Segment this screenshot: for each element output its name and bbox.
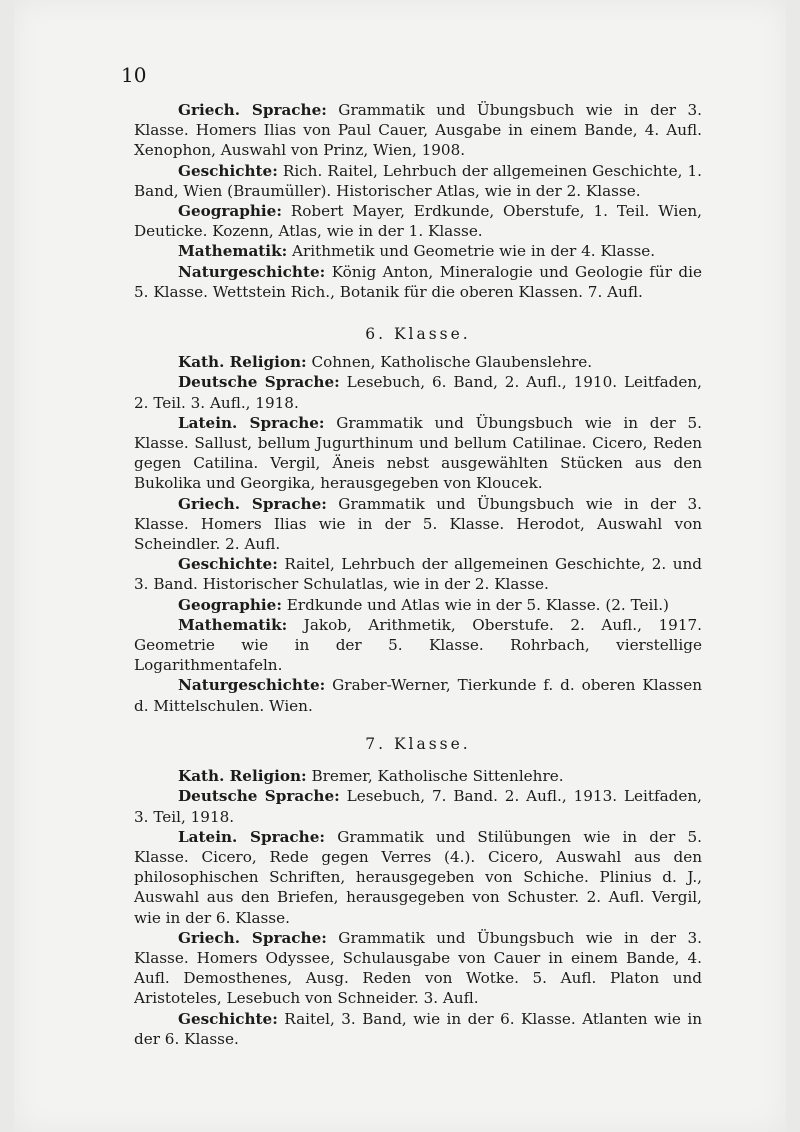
section-7-klasse <box>134 734 702 1049</box>
subject-label: Deutsche Sprache: <box>178 373 340 392</box>
entry-text: Cohnen, Katholische Glaubenslehre. <box>306 353 593 372</box>
subject-label: Griech. Sprache: <box>178 494 327 513</box>
entry-mathematik <box>134 615 702 676</box>
entry-griech-sprache <box>134 100 702 161</box>
entry-deutsche-sprache <box>134 786 702 826</box>
entry-kath-religion <box>134 766 702 786</box>
entry-text: Erdkunde und Atlas wie in der 5. Klasse. (2. Teil.) <box>281 595 669 614</box>
section-6-klasse <box>134 324 702 716</box>
entry-text: König Anton, Mineralogie und Geologie für die 5. Klasse. Wettstein Rich., Botanik für die oberen Klassen. 7. Aufl. <box>134 262 702 301</box>
section-5-klasse-continued <box>134 100 702 302</box>
entry-text: Lesebuch, 7. Band. 2. Aufl., 1913. Leitfaden, 3. Teil, 1918. <box>134 787 702 826</box>
subject-label: Geographie: <box>178 595 282 614</box>
entry-text: Grammatik und Stilübungen wie in der 5. Klasse. Cicero, Rede gegen Verres (4.). Cicero, Auswahl aus den philosophischen Schriften, herausgegeben von Schiche. Plinius d. J., Auswahl aus den Briefen, herausgegeben von Schuster. 2. Aufl. Vergil, wie in der 6. Klasse. <box>134 827 702 927</box>
section-heading: 7. Klasse. <box>365 734 471 753</box>
subject-label: Griech. Sprache: <box>178 928 327 947</box>
entry-text: Graber-Werner, Tierkunde f. d. oberen Klassen d. Mittelschulen. Wien. <box>134 676 702 715</box>
entry-text: Grammatik und Übungsbuch wie in der 3. Klasse. Homers Odyssee, Schulausgabe von Cauer in einem Bande, 4. Aufl. Demosthenes, Ausg. Reden von Wotke. 5. Aufl. Platon und Aristoteles, Lesebuch von Schneider. 3. Aufl. <box>134 928 702 1008</box>
entry-mathematik <box>134 241 702 261</box>
entry-griech-sprache <box>134 928 702 1009</box>
subject-label: Latein. Sprache: <box>178 413 325 432</box>
subject-label: Kath. Religion: <box>178 353 307 372</box>
entry-naturgeschichte <box>134 262 702 302</box>
subject-label: Kath. Religion: <box>178 767 307 786</box>
entry-latein-sprache <box>134 413 702 494</box>
entry-text: Grammatik und Übungsbuch wie in der 3. Klasse. Homers Ilias von Paul Cauer, Ausgabe in einem Bande, 4. Aufl. Xenophon, Auswahl von Prinz, Wien, 1908. <box>134 101 702 160</box>
entry-text: Bremer, Katholische Sittenlehre. <box>306 767 564 786</box>
subject-label: Geschichte: <box>178 555 278 574</box>
page-number: 10 <box>121 63 147 87</box>
subject-label: Naturgeschichte: <box>178 262 326 281</box>
entry-geographie <box>134 201 702 241</box>
entry-geographie <box>134 595 702 615</box>
entry-text: Lesebuch, 6. Band, 2. Aufl., 1910. Leitfaden, 2. Teil. 3. Aufl., 1918. <box>134 373 702 412</box>
subject-label: Geschichte: <box>178 161 278 180</box>
subject-label: Mathematik: <box>178 615 288 634</box>
entry-naturgeschichte <box>134 675 702 715</box>
entry-text: Raitel, Lehrbuch der allgemeinen Geschichte, 2. und 3. Band. Historischer Schulatlas, wie in der 2. Klasse. <box>134 555 702 594</box>
entry-geschichte <box>134 554 702 594</box>
subject-label: Naturgeschichte: <box>178 676 326 695</box>
section-heading: 6. Klasse. <box>365 325 471 344</box>
entry-text: Raitel, 3. Band, wie in der 6. Klasse. Atlanten wie in der 6. Klasse. <box>134 1009 702 1048</box>
subject-label: Latein. Sprache: <box>178 827 325 846</box>
entry-text: Grammatik und Übungsbuch wie in der 5. Klasse. Sallust, bellum Jugurthinum und bellum Catilinae. Cicero, Reden gegen Catilina. Vergil, Äneis nebst ausgewählten Stücken aus den Bukolika und Georgika, herausgegeben von Kloucek. <box>134 413 702 493</box>
entry-griech-sprache <box>134 494 702 555</box>
subject-label: Geographie: <box>178 202 282 221</box>
entry-geschichte <box>134 161 702 201</box>
subject-label: Deutsche Sprache: <box>178 787 340 806</box>
subject-label: Griech. Sprache: <box>178 101 327 119</box>
entry-geschichte <box>134 1009 702 1049</box>
document-page <box>14 0 786 1132</box>
subject-label: Mathematik: <box>178 242 288 261</box>
subject-label: Geschichte: <box>178 1009 278 1028</box>
entry-text: Arithmetik und Geometrie wie in der 4. Klasse. <box>287 242 656 261</box>
entry-text: Rich. Raitel, Lehrbuch der allgemeinen Geschichte, 1. Band, Wien (Braumüller). Historischer Atlas, wie in der 2. Klasse. <box>134 161 702 200</box>
entry-text: Grammatik und Übungsbuch wie in der 3. Klasse. Homers Ilias wie in der 5. Klasse. Herodot, Auswahl von Scheindler. 2. Aufl. <box>134 494 702 554</box>
entry-deutsche-sprache <box>134 372 702 412</box>
entry-text: Jakob, Arithmetik, Oberstufe. 2. Aufl., 1917. Geometrie wie in der 5. Klasse. Rohrbach, vierstellige Logarithmentafeln. <box>134 615 702 675</box>
entry-text: Robert Mayer, Erdkunde, Oberstufe, 1. Teil. Wien, Deuticke. Kozenn, Atlas, wie in der 1. Klasse. <box>134 202 702 241</box>
page-content <box>134 100 702 1049</box>
entry-latein-sprache <box>134 827 702 928</box>
entry-kath-religion <box>134 352 702 372</box>
